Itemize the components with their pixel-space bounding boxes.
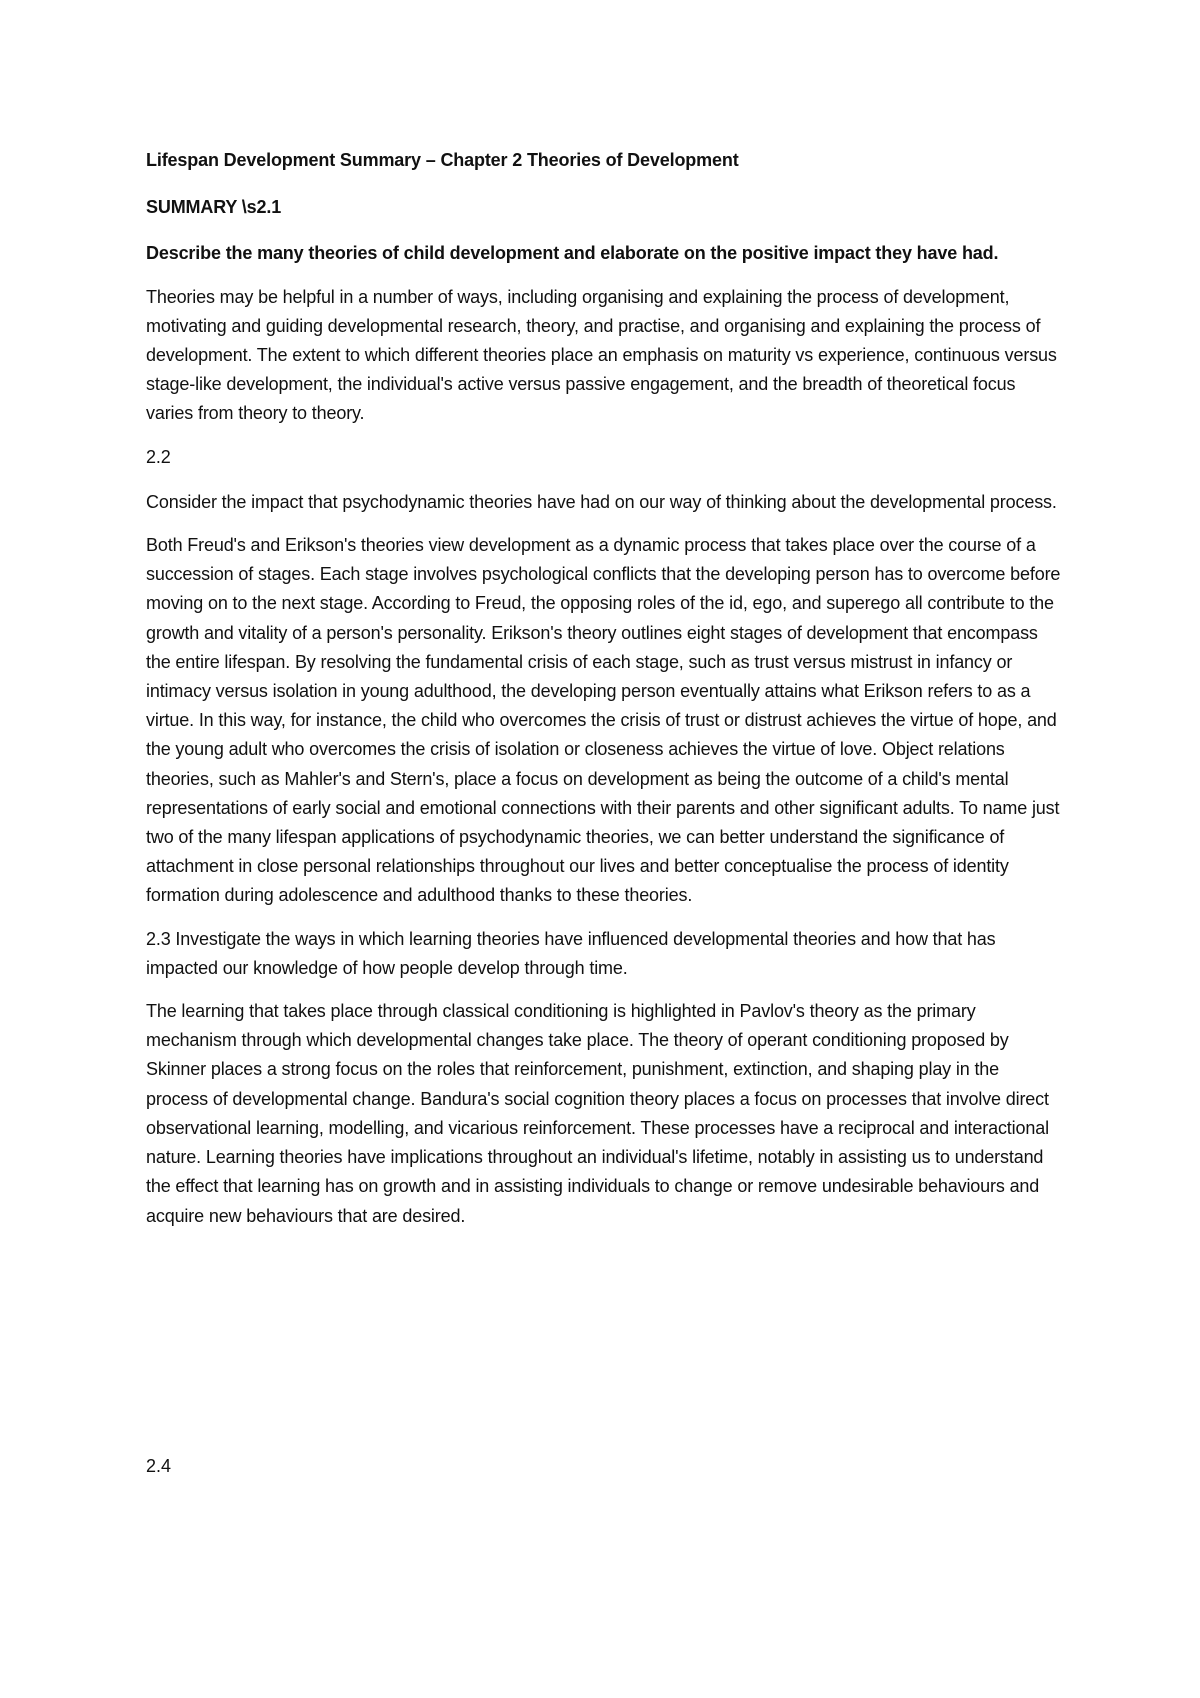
section-2-1-body: Theories may be helpful in a number of ways, including organising and explaining the process of development, motivating and guiding developmental research, theory, and practise, and organising and explaining the process of development. The extent to which different theories place an emphasis on maturity vs experience, continuous versus stage-like development, the individual's active versus passive engagement, and the breadth of theoretical focus varies from theory to theory.	[146, 286, 1057, 424]
document-title: Lifespan Development Summary – Chapter 2 Theories of Development	[146, 150, 739, 170]
summary-section-label: SUMMARY \s2.1	[146, 197, 282, 218]
section-2-2-prompt: Consider the impact that psychodynamic theories have had on our way of thinking about the developmental process.	[146, 491, 1057, 512]
section-2-4-number: 2.4	[146, 1456, 172, 1476]
section-2-3-prompt: 2.3 Investigate the ways in which learning theories have influenced developmental theories and how that has impacted our knowledge of how people develop through time.	[146, 928, 996, 978]
section-2-1-prompt: Describe the many theories of child development and elaborate on the positive impact they have had.	[146, 243, 999, 264]
section-2-3-body: The learning that takes place through classical conditioning is highlighted in Pavlov's theory as the primary mechanism through which developmental changes take place. The theory of operant conditioning proposed by Skinner places a strong focus on the roles that reinforcement, punishment, extinction, and shaping play in the process of developmental change. Bandura's social cognition theory places a focus on processes that involve direct observational learning, modelling, and vicarious reinforcement. These processes have a reciprocal and interactional nature. Learning theories have implications throughout an individual's lifetime, notably in assisting us to understand the effect that learning has on growth and in assisting individuals to change or remove undesirable behaviours and acquire new behaviours that are desired.	[146, 1001, 1049, 1226]
section-2-2-number: 2.2	[146, 446, 171, 467]
document-page	[146, 146, 1064, 1245]
section-2-2-body: Both Freud's and Erikson's theories view development as a dynamic process that takes place over the course of a succession of stages. Each stage involves psychological conflicts that the developing person has to overcome before moving on to the next stage. According to Freud, the opposing roles of the id, ego, and superego all contribute to the growth and vitality of a person's personality. Erikson's theory outlines eight stages of development that encompass the entire lifespan. By resolving the fundamental crisis of each stage, such as trust versus mistrust in infancy or intimacy versus isolation in young adulthood, the developing person eventually attains what Erikson refers to as a virtue. In this way, for instance, the child who overcomes the crisis of trust or distrust achieves the virtue of hope, and the young adult who overcomes the crisis of isolation or closeness achieves the virtue of love. Object relations theories, such as Mahler's and Stern's, place a focus on development as being the outcome of a child's mental representations of early social and emotional connections with their parents and other significant adults. To name just two of the many lifespan applications of psychodynamic theories, we can better understand the significance of attachment in close personal relationships throughout our lives and better conceptualise the process of identity formation during adolescence and adulthood thanks to these theories.	[146, 535, 1061, 906]
